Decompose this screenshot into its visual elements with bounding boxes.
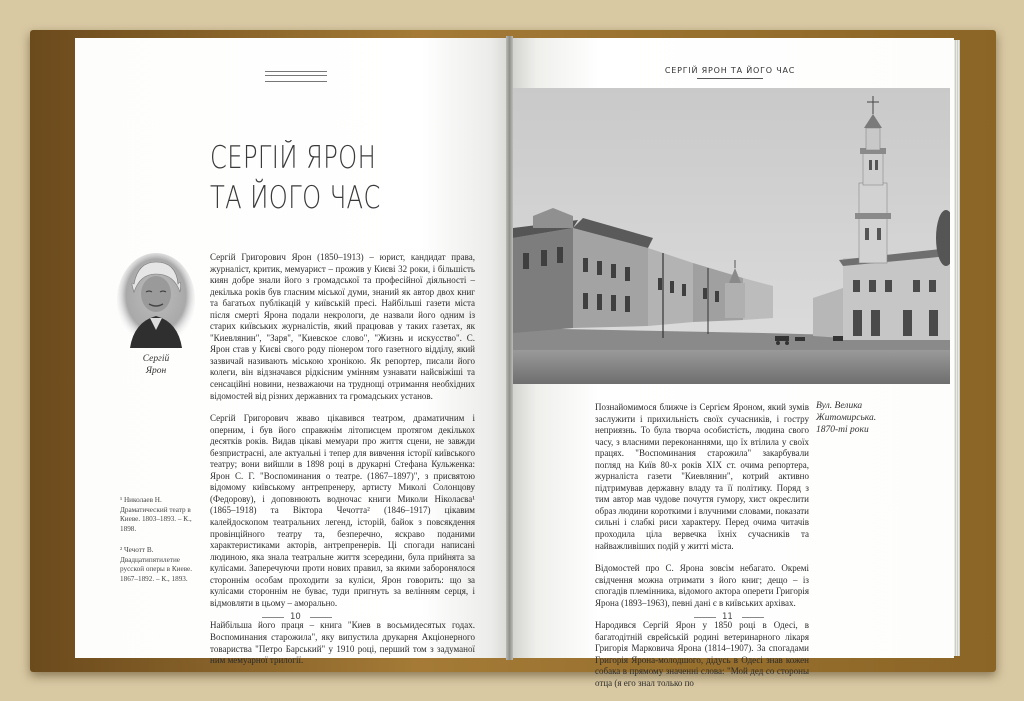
page-number-rule-right xyxy=(310,617,332,618)
right-body-text xyxy=(595,402,809,701)
footnote-2: ² Чечотт В. Двадцатипятилетие русской оперы в Киеве. 1867–1892. – К., 1893. xyxy=(120,546,193,583)
decorative-rule xyxy=(265,71,327,82)
right-paragraph-1: Познайомимося ближче із Сергієм Яроном, який зумів заслужити і прихильність своїх сучасників, і гостру неприязнь. То була творча особистість, людина свого часу, з власними переконаннями, що їх втілила у своїх працях. "Воспоминания старожила" закарбували погляд на Київ 80-х років XIX ст. очима репортера, журналіста газети "Киевлянин", котрий активно підтримував державну владу та її політику. Поряд з тим автор мав чудове почуття гумору, хист окреслити образ людини короткими і влучними словами, показати сильні і слабкі риси характеру. Перед очима читачів проходила ціла вервечка їхніх сучасників та найважливіших подій у житті міста. xyxy=(595,402,809,551)
left-paragraph-3: Найбільша його праця – книга "Киев в восьмидесятых годах. Воспоминания старожила", яку випустила друкарня Акціонерного товариства "Петро Барський" у 1910 році, перший том з задуманої ним мемуарної трилогії. xyxy=(210,620,475,666)
photo-caption-line1: Вул. Велика xyxy=(816,401,863,411)
photo-caption-line2: Житомирська. xyxy=(816,413,877,423)
portrait-caption-line1: Сергій xyxy=(142,354,170,364)
left-paragraph-1: Сергій Григорович Ярон (1850–1913) – юрист, кандидат права, журналіст, критик, мемуарист – прожив у Києві 32 роки, і більшість киян добре знали його з громадської та професійної діяльності – декілька років був гласним міської думи, знаний як автор двох книг та багатьох публікацій у київській пресі. Найбільші газети міста після смерті Ярона подали некрологи, де назвали його одним із старих київських журналістів, який працював у таких газетах, як "Киевлянин", "Заря", "Киевское слово", "Жизнь и искусство". С. Ярон став у Києві свого роду піонером того газетного відділу, який зазвичай називають міською хронікою. Як репортер, писали його колеги, він відзначався рідкісним умінням узнавати найсвіжіші та сенсаційні новини, незважаючи на труднощі отримання необхідних відомостей від різних державних та громадських установ. xyxy=(210,252,475,401)
right-paragraph-3: Народився Сергій Ярон у 1850 році в Одесі, в багатодітній єврейській родині ветеринарного лікаря Григорія Марковича Ярона (1814–1907). За спогадами Григорія Ярона-молодшого, дідусь в Одесі знав кожен собака в прямому значенні слова: "Мой дед со стороны отца (я его знал только по xyxy=(595,620,809,689)
portrait-image xyxy=(116,252,196,348)
portrait-caption xyxy=(120,353,192,377)
page-number-rule-right-page-left xyxy=(694,617,716,618)
running-head-rule xyxy=(697,78,763,79)
photo-caption xyxy=(816,400,880,436)
chapter-title-line1: СЕРГІЙ ЯРОН xyxy=(210,140,377,176)
book-gutter xyxy=(506,36,513,660)
street-photo xyxy=(513,88,950,384)
page-number-rule-left xyxy=(262,617,284,618)
right-paragraph-2: Відомостей про С. Ярона зовсім небагато. Окремі свідчення можна отримати з його книг; дещо – із спогадів племінника, відомого актора оперети Григорія Ярона (1893–1963), певні дані є в київських архівах. xyxy=(595,563,809,608)
page-number-left: 10 xyxy=(290,612,301,622)
footnotes xyxy=(120,496,200,596)
running-head: СЕРГІЙ ЯРОН ТА ЙОГО ЧАС xyxy=(664,66,796,75)
chapter-title-line2: ТА ЙОГО ЧАС xyxy=(210,180,381,216)
left-body-text xyxy=(210,252,475,678)
left-paragraph-2: Сергій Григорович жваво цікавився театром, драматичним і оперним, і був його справжнім літописцем протягом декількох десятків років. Видав цікаві мемуари про життя сцени, не завжди безпристрасні, але актуальні і тепер для вивчення історії київського театру; вони вийшли в 1898 році в друкарні Стефана Кульженка: Ярон С. Г. "Воспоминания о театре. (1867–1897)", з присвятою відомому київському антрепренеру, артисту Миколі Солонцову (Федорову), і доповнюють водночас книги Миколи Ніколаєва¹ (1865–1918) та Віктора Чечотта² (1846–1917) цікавим калейдоскопом театральних легенд, історій, байок з повсякдення провінційного театру та, безперечно, яскраво поданими характеристиками акторів, антрепренерів. Ці спогади написані людиною, яка знала театральне життя зсередини, була прийнята за кулісами. Заперечуючи проти нових правил, за якими заборонялося стороннім особам проходити за куліси, Ярон говорить: що за кулісами стороннім не буває, туди пригнуть за велінням серця, і відмовляти в цьому – аморально. xyxy=(210,413,475,608)
page-number-rule-right-page-right xyxy=(742,617,764,618)
footnote-1: ¹ Николаев Н. Драматический театр в Киеве. 1803–1893. – К., 1898. xyxy=(120,496,192,533)
photo-caption-line3: 1870-ті роки xyxy=(816,425,869,435)
portrait-caption-line2: Ярон xyxy=(145,366,167,376)
page-number-right: 11 xyxy=(722,612,733,622)
chapter-title xyxy=(210,138,413,218)
